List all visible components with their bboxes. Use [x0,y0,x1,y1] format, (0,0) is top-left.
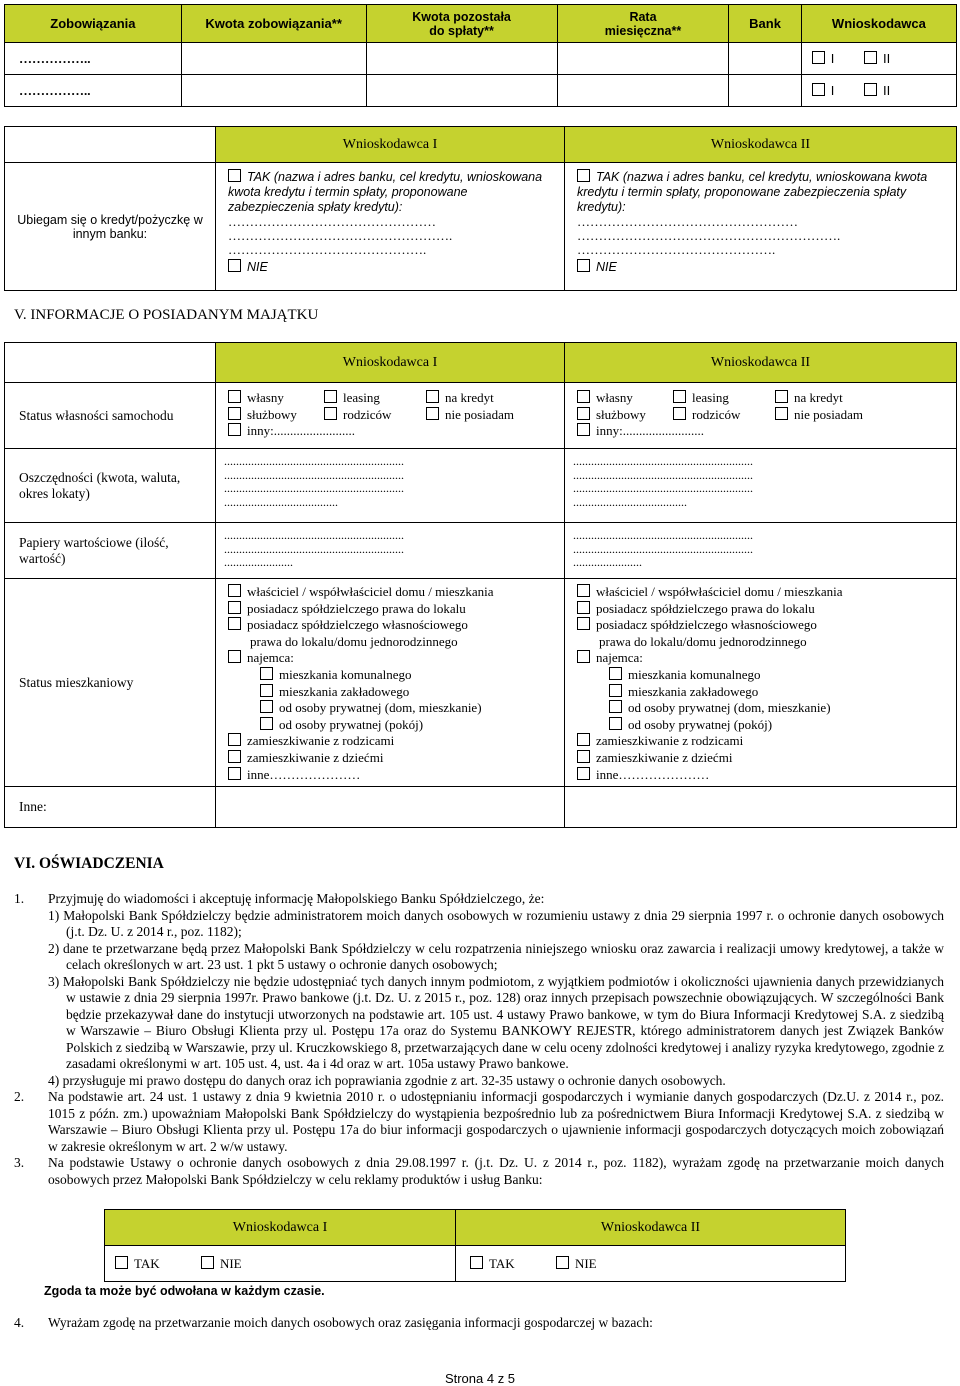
savings-applicant-1[interactable]: ............................................................ ............................................................ ............................................................ ...................................... [216,449,565,523]
car-status-applicant-2: własny leasing na kredyt służbowy rodziców nie posiadam inny:......................... [565,383,957,449]
checkbox[interactable] [260,700,273,713]
checkbox[interactable] [864,83,877,96]
header-applicant-1: Wnioskodawca I [216,127,565,163]
checkbox-tak[interactable] [577,169,590,182]
statement-3: Na podstawie Ustawy o ochronie danych osobowych z dnia 29.08.1997 r. (j.t. Dz. U. z 2014 r., poz. 1182), wyrażam zgodę na przetwarzanie moich danych osobowych przez Małopolski Bank Spółdzielczy w celu reklamy produktów i usług Banku: [48,1155,944,1187]
statement-4: 4. Wyrażam zgodę na przetwarzanie moich danych osobowych oraz zasięgania informacji gospodarczej w bazach: [14,1315,653,1330]
checkbox[interactable] [228,750,241,763]
checkbox[interactable] [260,667,273,680]
securities-label: Papiery wartościowe (ilość, wartość) [5,523,216,579]
checkbox[interactable] [609,700,622,713]
consent-header-1: Wnioskodawca I [105,1210,456,1246]
savings-applicant-2[interactable]: ............................................................ ............................................................ ............................................................ ...................................... [565,449,957,523]
header-remaining: Kwota pozostała do spłaty** [366,5,557,43]
checkbox-nie[interactable] [577,259,590,272]
checkbox[interactable] [228,584,241,597]
statement-1-4: 4) przysługuje mi prawo dostępu do danych oraz ich poprawiania zgodnie z art. 32-35 ustawy o ochronie danych osobowych. [48,1072,726,1088]
checkbox[interactable] [775,407,788,420]
amount-cell[interactable] [181,75,366,107]
savings-label: Oszczędności (kwota, waluta, okres lokaty) [5,449,216,523]
consent-applicant-2: TAK NIE [456,1246,846,1282]
page-number: Strona 4 z 5 [444,1371,516,1386]
securities-applicant-2[interactable]: ............................................................ ............................................................ ....................... [565,523,957,579]
header-amount: Kwota zobowiązania** [181,5,366,43]
consent-revocable-note: Zgoda ta może być odwołana w każdym czasie. [44,1284,325,1298]
assets-table [4,342,957,828]
checkbox[interactable] [577,584,590,597]
amount-cell[interactable] [181,43,366,75]
checkbox[interactable] [609,667,622,680]
bank-cell[interactable] [729,43,801,75]
checkbox[interactable] [228,407,241,420]
empty-corner [5,343,216,383]
checkbox[interactable] [260,684,273,697]
checkbox[interactable] [426,407,439,420]
obligations-table [4,4,957,107]
remaining-cell[interactable] [366,75,557,107]
dots-line[interactable]: ……………………………………………. [228,228,453,243]
consent-applicant-1: TAK NIE [105,1246,456,1282]
empty-corner [5,127,216,163]
consent-header-2: Wnioskodawca II [456,1210,846,1246]
checkbox[interactable] [324,390,337,403]
checkbox[interactable] [426,390,439,403]
checkbox[interactable] [577,423,590,436]
obligation-name[interactable]: …………….. [5,43,182,75]
checkbox[interactable] [228,617,241,630]
checkbox[interactable] [228,423,241,436]
dots-line[interactable]: ……………………………………………………. [577,228,841,243]
checkbox[interactable] [609,684,622,697]
other-applicant-2[interactable] [565,787,957,828]
dots-line[interactable]: ………………………………………… [228,214,436,229]
checkbox[interactable] [228,601,241,614]
checkbox[interactable] [673,390,686,403]
checkbox-tak[interactable] [115,1256,128,1269]
applicant-choice: I II [801,75,956,107]
checkbox[interactable] [577,733,590,746]
checkbox[interactable] [324,407,337,420]
car-status-label: Status własności samochodu [5,383,216,449]
obligation-name[interactable]: …………….. [5,75,182,107]
applicant-1-other-loan: TAK (nazwa i adres banku, cel kredytu, wnioskowana kwota kredytu i termin spłaty, proponowane zabezpieczenia spłaty kredytu): ………………………………………… ……………………………………………. ………………………………………. NIE [216,163,565,291]
checkbox[interactable] [577,750,590,763]
checkbox-nie[interactable] [201,1256,214,1269]
remaining-cell[interactable] [366,43,557,75]
checkbox[interactable] [609,717,622,730]
checkbox[interactable] [577,617,590,630]
checkbox[interactable] [228,650,241,663]
securities-applicant-1[interactable]: ............................................................ ............................................................ ....................... [216,523,565,579]
checkbox[interactable] [577,407,590,420]
applicant-2-other-loan: TAK (nazwa i adres banku, cel kredytu, wnioskowana kwota kredytu i termin spłaty, proponowane zabezpieczenia spłaty kredytu): …………………………………………… ……………………………………………………. ………………………………………. NIE [565,163,957,291]
checkbox[interactable] [812,51,825,64]
bank-cell[interactable] [729,75,801,107]
other-label: Inne: [5,787,216,828]
housing-applicant-2: właściciel / współwłaściciel domu / mieszkania posiadacz spółdzielczego prawa do lokalu posiadacz spółdzielczego własnościowego prawa do lokalu/domu jednorodzinnego najemca: mieszkania komunalnego mieszkania zakładowego od osoby prywatnej (dom, mieszkanie) od osoby prywatnej (pokój) zamieszkiwanie z rodzicami zamieszkiwanie z dziećmi inne………………… [565,579,957,787]
checkbox-tak[interactable] [470,1256,483,1269]
checkbox[interactable] [577,601,590,614]
statement-1-3: 3) Małopolski Bank Spółdzielczy nie będzie udostępniać tych danych innym podmiotom, z wyjątkiem podmiotów i okoliczności ujawnienia danych przewidzianych w ustawie z dnia 29 sierpnia 1997r. Prawo bankowe (j.t. Dz. U. z 2015 r., poz. 128) oraz innych przepisach powszechnie obowiązujących. W szczególności Bank będzie przekazywał dane do instytucji utworzonych na podstawie art. 105 ust. 4 ustawy Prawo bankowe, w tym do Biura Informacji Kredytowej S.A. z siedzibą w Warszawie – Biuro Obsługi Klienta przy ul. Postępu 17a oraz do Systemu BANKOWY REJESTR, którego administratorem danych jest Związek Banków Polskich z siedzibą w Warszawie, przy ul. Kruczkowskiego 8, przetwarzających dane w celu oceny zdolności kredytowej i analizy ryzyka kredytowego, zgodnie z zasadami określonymi w art. 105 ust. 4, ust. 4a i 4d oraz w art. 105a ustawy Prawo bankowe. [48,973,944,1071]
other-loan-table [4,126,957,291]
checkbox[interactable] [228,390,241,403]
checkbox-nie[interactable] [556,1256,569,1269]
checkbox-nie[interactable] [228,259,241,272]
header-applicant: Wnioskodawca [801,5,956,43]
checkbox[interactable] [864,51,877,64]
statement-1: 1. Przyjmuję do wiadomości i akceptuję informację Małopolskiego Banku Spółdzielczego, że: 1) Małopolski Bank Spółdzielczy będzie administratorem moich danych osobowych w rozumieniu ustawy z dnia 29 sierpnia 1997 r. o ochronie danych osobowych (j.t. Dz. U. z 2014 r., poz. 1182); 2) dane te przetwarzane będą przez Małopolski Bank Spółdzielczy w celu rozpatrzenia niniejszego wniosku oraz zawarcia i realizacji umowy kredytowej, a także w celach określonych w art. 23 ust. 1 pkt 5 ustawy o ochronie danych osobowych; 3) Małopolski Bank Spółdzielczy nie będzie udostępniać tych danych innym podmiotom, z wyjątkiem podmiotów i okoliczności ujawnienia danych przewidzianych w ustawie z dnia 29 sierpnia 1997r. Prawo bankowe (j.t. Dz. U. z 2015 r., poz. 128) oraz innych przepisach powszechnie obowiązujących. W szczególności Bank będzie przekazywał dane do instytucji utworzonych na podstawie art. 105 ust. 4 ustawy Prawo bankowe, w tym do Biura Informacji Kredytowej S.A. z siedzibą w Warszawie – Biuro Obsługi Klienta przy ul. Postępu 17a oraz do Systemu BANKOWY REJESTR, którego administratorem danych jest Związek Banków Polskich z siedzibą w Warszawie, przy ul. Kruczkowskiego 8, przetwarzających dane w celu oceny zdolności kredytowej i analizy ryzyka kredytowego, zgodnie z zasadami określonymi w art. 105 ust. 4, ust. 4a i 4d oraz w art. 105a ustawy Prawo bankowe. 4) przysługuje mi prawo dostępu do danych oraz ich poprawiania zgodnie z art. 32-35 ustawy o ochronie danych osobowych. 2. Na podstawie art. 24 ust. 1 ustawy z dnia 9 kwietnia 2010 r. o udostępnianiu informacji gospodarczych i wymianie danych gospodarczych (Dz.U. z 2014 r., poz. 1015 z późn. zm.) upoważniam Małopolski Bank Spółdzielczy do wystąpienia bezpośrednio lub za pośrednictwem Biura Informacji Kredytowej S.A. z siedzibą w Warszawie – Biuro Obsługi Klienta przy ul. Postępu 17a do biur informacji gospodarczych o ujawnienie informacji gospodarczych dotyczących moich zobowiązań w zakresie określonym w art. 2 w/w ustawy. 3. Na podstawie Ustawy o ochronie danych osobowych z dnia 29.08.1997 r. (j.t. Dz. U. z 2014 r., poz. 1182), wyrażam zgodę na przetwarzanie moich danych osobowych przez Małopolski Bank Spółdzielczy w celu reklamy produktów i usług Banku: [14,891,944,1187]
header-installment: Rata miesięczna** [557,5,729,43]
section-5-title: V. INFORMACJE O POSIADANYM MAJĄTKU [14,307,319,323]
statement-2: Na podstawie art. 24 ust. 1 ustawy z dnia 9 kwietnia 2010 r. o udostępnianiu informacji gospodarczych i wymianie danych gospodarczych (Dz.U. z 2014 r., poz. 1015 z późn. zm.) upoważniam Małopolski Bank Spółdzielczy do wystąpienia bezpośrednio lub za pośrednictwem Biura Informacji Kredytowej S.A. z siedzibą w Warszawie – Biuro Obsługi Klienta przy ul. Postępu 17a do biur informacji gospodarczych o ujawnienie informacji gospodarczych dotyczących moich zobowiązań w zakresie określonym w art. 2 w/w ustawy. [48,1089,944,1154]
header-obligations: Zobowiązania [5,5,182,43]
other-applicant-1[interactable] [216,787,565,828]
installment-cell[interactable] [557,75,729,107]
checkbox[interactable] [577,767,590,780]
header-applicant-2: Wnioskodawca II [565,127,957,163]
header-applicant-2: Wnioskodawca II [565,343,957,383]
checkbox[interactable] [577,650,590,663]
housing-label: Status mieszkaniowy [5,579,216,787]
applicant-choice: I II [801,43,956,75]
installment-cell[interactable] [557,43,729,75]
checkbox[interactable] [673,407,686,420]
car-status-applicant-1: własny leasing na kredyt służbowy rodziców nie posiadam inny:......................... [216,383,565,449]
dots-line[interactable]: ………………………………………. [577,242,776,257]
header-bank: Bank [729,5,801,43]
consent-table [104,1209,846,1282]
checkbox-tak[interactable] [228,169,241,182]
checkbox[interactable] [577,390,590,403]
statement-1-2: 2) dane te przetwarzane będą przez Małopolski Bank Spółdzielczy w celu rozpatrzenia niniejszego wniosku oraz zawarcia i realizacji umowy kredytowej, a także w celach określonych w art. 23 ust. 1 pkt 5 ustawy o ochronie danych osobowych; [48,940,944,972]
checkbox[interactable] [812,83,825,96]
checkbox[interactable] [775,390,788,403]
header-applicant-1: Wnioskodawca I [216,343,565,383]
checkbox[interactable] [228,733,241,746]
statement-1-1: 1) Małopolski Bank Spółdzielczy będzie administratorem moich danych osobowych w rozumieniu ustawy z dnia 29 sierpnia 1997 r. o ochronie danych osobowych (j.t. Dz. U. z 2014 r., poz. 1182); [48,907,944,939]
checkbox[interactable] [260,717,273,730]
section-6-title: VI. OŚWIADCZENIA [14,855,164,872]
dots-line[interactable]: ………………………………………. [228,242,427,257]
dots-line[interactable]: …………………………………………… [577,214,798,229]
other-loan-label: Ubiegam się o kredyt/pożyczkę w innym banku: [5,163,216,291]
checkbox[interactable] [228,767,241,780]
housing-applicant-1: właściciel / współwłaściciel domu / mieszkania posiadacz spółdzielczego prawa do lokalu posiadacz spółdzielczego własnościowego prawa do lokalu/domu jednorodzinnego najemca: mieszkania komunalnego mieszkania zakładowego od osoby prywatnej (dom, mieszkanie) od osoby prywatnej (pokój) zamieszkiwanie z rodzicami zamieszkiwanie z dziećmi inne………………… [216,579,565,787]
